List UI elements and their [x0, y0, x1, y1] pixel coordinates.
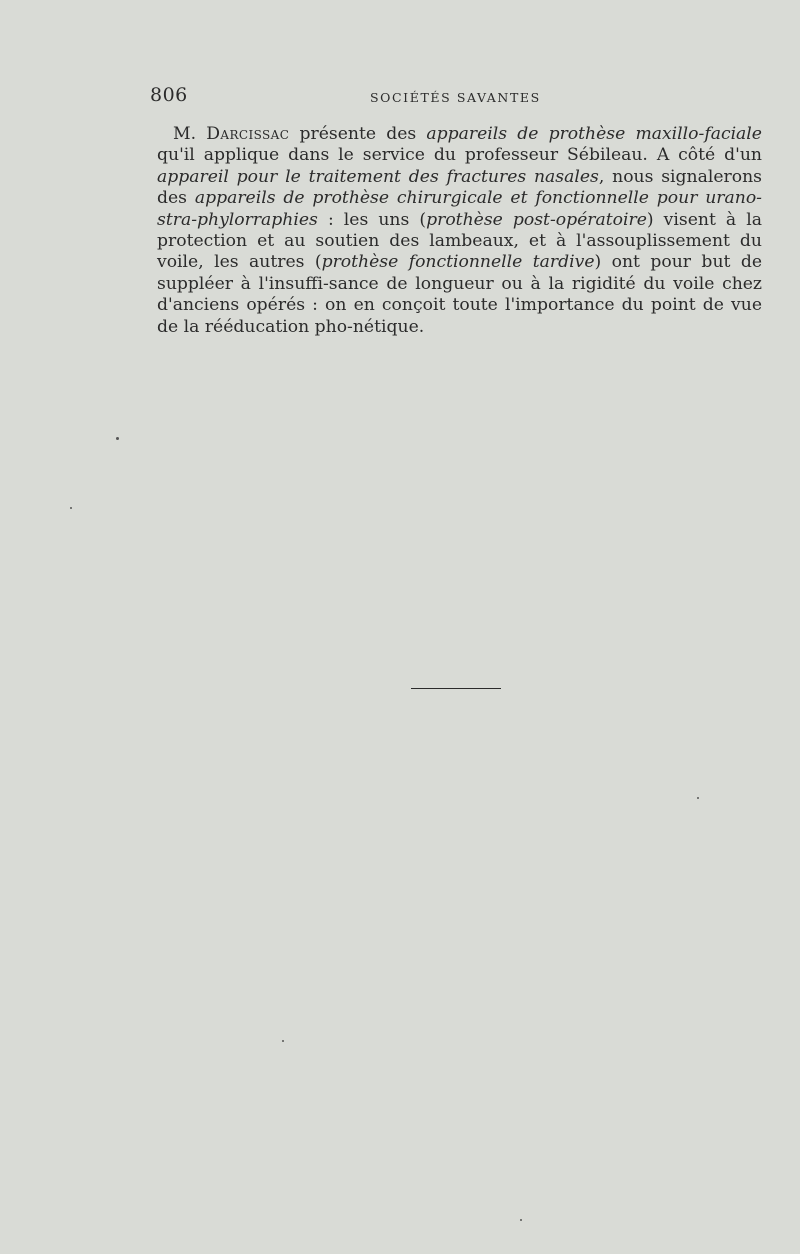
- section-divider: [411, 688, 501, 689]
- italic-run: appareils de prothèse maxillo-faciale: [426, 124, 762, 144]
- paper-speck: [116, 437, 119, 440]
- paper-speck: [282, 1040, 284, 1042]
- paper-speck: [697, 797, 699, 799]
- text-run: ) visent à la protection et au soutien des lambeaux, et à l'assouplissement du voile, les autres (: [157, 209, 762, 273]
- text-run: qu'il applique dans le service du professeur Sébileau. A côté d'un: [157, 145, 762, 166]
- paragraph: [157, 124, 762, 338]
- running-head: SOCIÉTÉS SAVANTES: [370, 90, 541, 105]
- body-text: [157, 124, 762, 338]
- italic-run: prothèse post-opératoire: [426, 209, 647, 230]
- italic-run: prothèse fonctionnelle tardive: [321, 252, 595, 273]
- text-run: , nous signalerons des: [157, 166, 762, 209]
- text-run: présente des: [289, 124, 427, 144]
- author-name: Darcissac: [206, 124, 290, 144]
- italic-run: appareil pour le traitement des fractures nasales: [157, 166, 599, 187]
- italic-run: appareils de prothèse chirurgicale et fonctionnelle pour urano-stra-phylorraphies: [157, 188, 762, 230]
- paper-speck: [70, 507, 72, 509]
- text-run: ) ont pour but de suppléer à l'insuffi-sance de longueur ou à la rigidité du voile chez d'anciens opérés : on en conçoit toute l'importance du point de vue de la rééducation pho-nétique.: [157, 252, 763, 337]
- paper-speck: [520, 1219, 522, 1221]
- page-number: 806: [150, 84, 188, 106]
- text-run: : les uns (: [317, 209, 427, 230]
- text-run: M.: [173, 124, 207, 144]
